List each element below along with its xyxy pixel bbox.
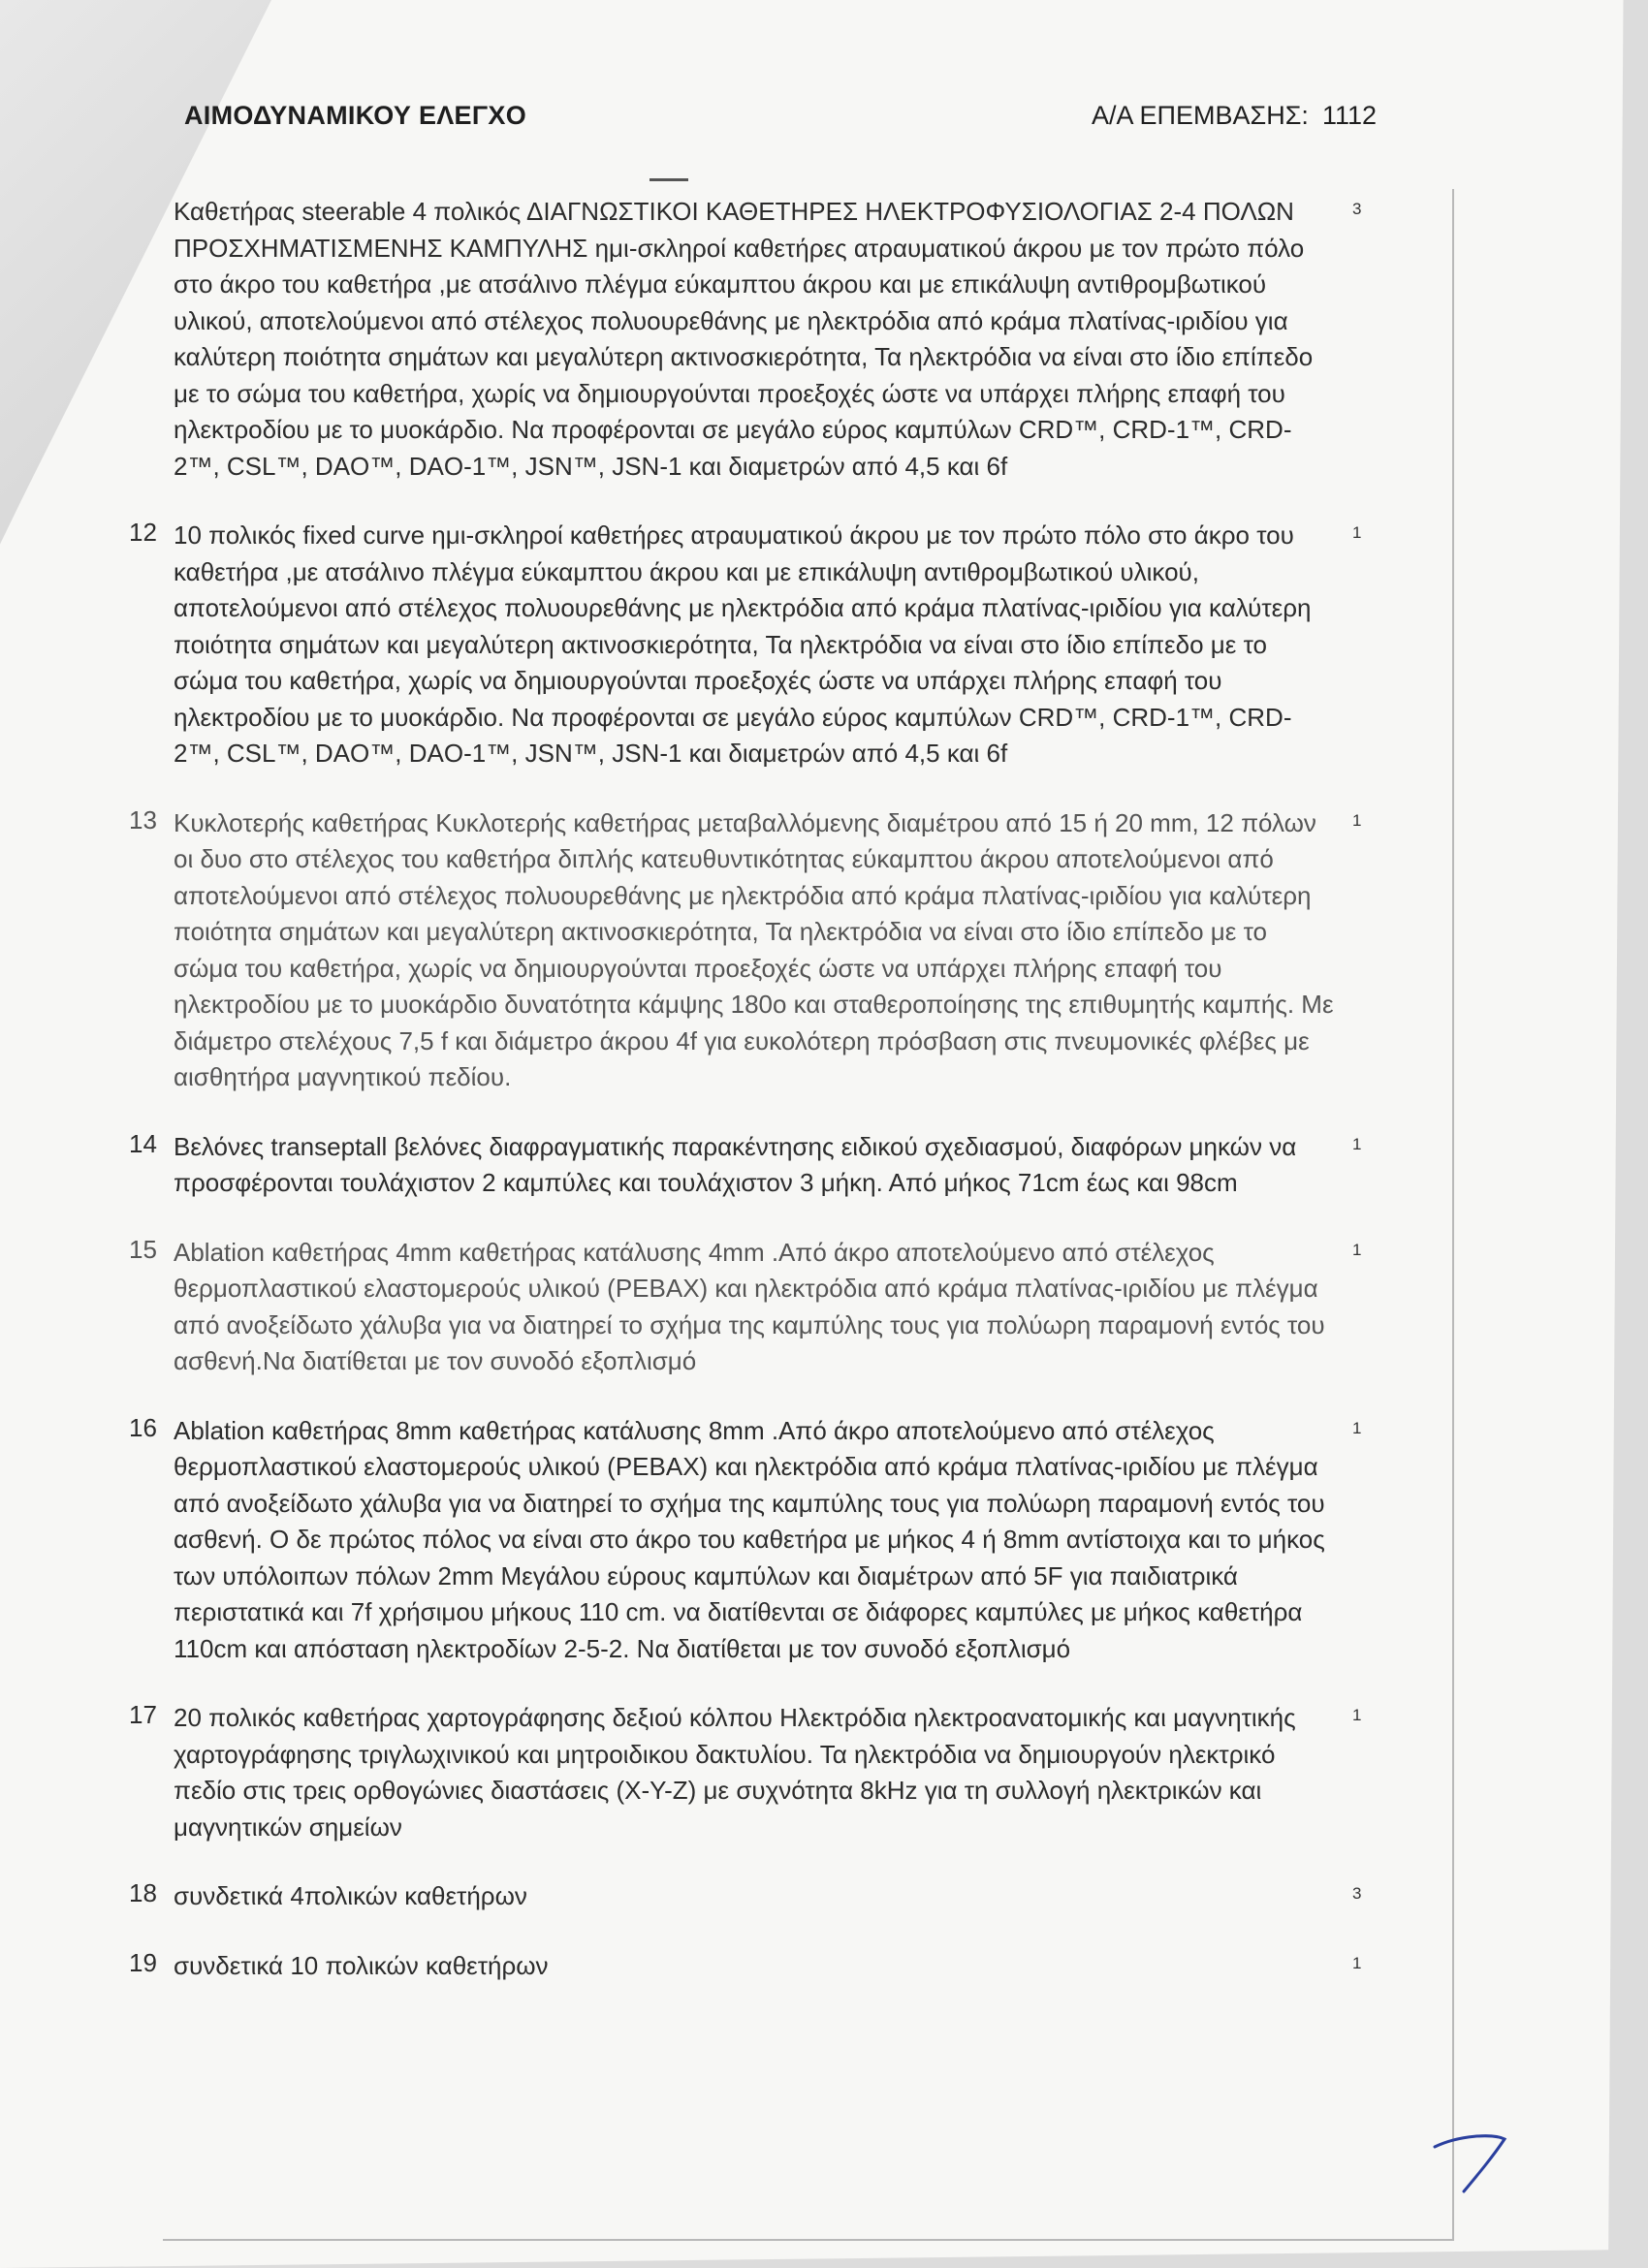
item-quantity: 1 <box>1352 1706 1362 1724</box>
item-quantity: 1 <box>1352 1134 1362 1153</box>
item-number: 19 <box>129 1947 157 1977</box>
item-quantity: 1 <box>1352 1240 1362 1259</box>
item-description: 10 πολικός fixed curve ημι-σκληροί καθετήρες ατραυματικού άκρου με τον πρώτο πόλο στο άκρο του καθετήρα ,με ατσάλινο πλέγμα εύκαμπτου άκρου και με επικάλυψη αντιθρομβωτικού υλικού, αποτελούμενοι από στέλεχος πολυουρεθάνης με ηλεκτρόδια από κράμα πλατίνας-ιριδίου για καλύτερη ποιότητα σημάτων και μεγαλύτερη ακτινοσκιερότητα, Τα ηλεκτρόδια να είναι στο ίδιο επίπεδο με το σώμα του καθετήρα, χωρίς να δημιουργούνται προεξοχές ώστε να υπάρχει πλήρης επαφή του ηλεκτροδίου με το μυοκάρδιο. Να προφέρονται σε μεγάλο εύρος καμπύλων CRD™, CRD-1™, CRD-2™, CSL™, DAO™, DAO-1™, JSN™, JSN-1 και διαμετρών από 4,5 και 6f <box>174 520 1312 768</box>
item-quantity: 1 <box>1352 1953 1362 1972</box>
header-mark <box>650 178 688 181</box>
item-number: 18 <box>129 1878 157 1907</box>
pen-mark-icon <box>1425 2127 1512 2195</box>
item-number: 15 <box>129 1234 157 1264</box>
procedure-number-label: Α/Α ΕΠΕΜΒΑΣΗΣ: <box>1092 101 1309 130</box>
list-item <box>121 518 1381 772</box>
page-header <box>184 101 1377 140</box>
list-item <box>121 1235 1381 1380</box>
list-item <box>121 194 1381 485</box>
item-quantity: 1 <box>1352 1418 1362 1437</box>
item-number: 17 <box>129 1700 157 1729</box>
item-quantity: 1 <box>1352 523 1362 542</box>
item-description: συνδετικά 10 πολικών καθετήρων <box>174 1950 549 1980</box>
item-description: Κυκλοτερής καθετήρας Κυκλοτερής καθετήρας μεταβαλλόμενης διαμέτρου από 15 ή 20 mm, 12 πόλων οι δυο στο στέλεχος του καθετήρα διπλής κατευθυντικότητας εύκαμπτου άκρου αποτελούμενοι από αποτελούμενοι από στέλεχος πολυουρεθάνης με ηλεκτρόδια από κράμα πλατίνας-ιριδίου για καλύτερη ποιότητα σημάτων και μεγαλύτερη ακτινοσκιερότητα, Τα ηλεκτρόδια να είναι στο ίδιο επίπεδο με το σώμα του καθετήρα, χωρίς να δημιουργούνται προεξοχές ώστε να υπάρχει πλήρης επαφή του ηλεκτροδίου με το μυοκάρδιο δυνατότητα κάμψης 180ο και σταθεροποίησης της επιθυμητής καμπής. Με διάμετρο στελέχους 7,5 f και διάμετρο άκρου 4f για ευκολότερη πρόσβαση στις πνευμονικές φλέβες με αισθητήρα μαγνητικού πεδίου. <box>174 807 1334 1091</box>
list-item <box>121 1129 1381 1202</box>
procedure-number <box>1092 101 1377 131</box>
item-description: Ablation καθετήρας 4mm καθετήρας κατάλυσης 4mm .Από άκρο αποτελούμενο από στέλεχος θερμοπλαστικού ελαστομερούς υλικού (PEBAX) και ηλεκτρόδια από κράμα πλατίνας-ιριδίου με πλέγμα από ανοξείδωτο χάλυβα για να διατηρεί το σχήμα της καμπύλης τους για πολύωρη παραμονή εντός του ασθενή.Να διατίθεται με τον συνοδό εξοπλισμό <box>174 1237 1325 1375</box>
item-number: 14 <box>129 1128 157 1158</box>
list-item <box>121 1948 1381 1985</box>
procedure-number-value: 1112 <box>1321 101 1377 130</box>
list-item <box>121 1700 1381 1845</box>
item-number: 16 <box>129 1412 157 1442</box>
item-quantity: 3 <box>1352 200 1362 218</box>
item-quantity: 3 <box>1352 1884 1362 1903</box>
list-item <box>121 1413 1381 1668</box>
item-description: Καθετήρας steerable 4 πολικός ΔΙΑΓΝΩΣΤΙΚΟΙ ΚΑΘΕΤΗΡΕΣ ΗΛΕΚΤΡΟΦΥΣΙΟΛΟΓΙΑΣ 2-4 ΠΟΛΩΝ ΠΡΟΣΧΗΜΑΤΙΣΜΕΝΗΣ ΚΑΜΠΥΛΗΣ ημι-σκληροί καθετήρες ατραυματικού άκρου με τον πρώτο πόλο στο άκρο του καθετήρα ,με ατσάλινο πλέγμα εύκαμπτου άκρου και με επικάλυψη αντιθρομβωτικού υλικού, αποτελούμενοι από στέλεχος πολυουρεθάνης με ηλεκτρόδια από κράμα πλατίνας-ιριδίου για καλύτερη ποιότητα σημάτων και μεγαλύτερη ακτινοσκιερότητα, Τα ηλεκτρόδια να είναι στο ίδιο επίπεδο με το σώμα του καθετήρα, χωρίς να δημιουργούνται προεξοχές ώστε να υπάρχει πλήρης επαφή του ηλεκτροδίου με το μυοκάρδιο. Να προφέρονται σε μεγάλο εύρος καμπύλων CRD™, CRD-1™, CRD-2™, CSL™, DAO™, DAO-1™, JSN™, JSN-1 και διαμετρών από 4,5 και 6f <box>174 197 1314 481</box>
item-description: 20 πολικός καθετήρας χαρτογράφησης δεξιού κόλπου Ηλεκτρόδια ηλεκτροανατομικής και μαγνητικής χαρτογράφησης τριγλωχινικού και μητροιδικου δακτυλίου. Τα ηλεκτρόδια να δημιουργούν ηλεκτρικό πεδίο στις τρεις ορθογώνιες διαστάσεις (X-Y-Z) με συχνότητα 8kHz για τη συλλογή ηλεκτρικών και μαγνητικών σημείων <box>174 1703 1296 1842</box>
items-list <box>121 194 1381 2017</box>
item-number: 12 <box>129 518 157 547</box>
item-quantity: 1 <box>1352 810 1362 830</box>
item-description: συνδετικά 4πολικών καθετήρων <box>174 1881 527 1910</box>
item-description: Βελόνες transeptall βελόνες διαφραγματικής παρακέντησης ειδικού σχεδιασμού, διαφόρων μηκών να προσφέρονται τουλάχιστον 2 καμπύλες και τουλάχιστον 3 μήκη. Από μήκος 71cm έως και 98cm <box>174 1131 1297 1197</box>
item-description: Ablation καθετήρας 8mm καθετήρας κατάλυσης 8mm .Από άκρο αποτελούμενο από στέλεχος θερμοπλαστικού ελαστομερούς υλικού (PEBAX) και ηλεκτρόδια από κράμα πλατίνας-ιριδίου με πλέγμα από ανοξείδωτο χάλυβα για να διατηρεί το σχήμα της καμπύλης τους για πολύωρη παραμονή εντός του ασθενή. Ο δε πρώτος πόλος να είναι στο άκρο του καθετήρα με μήκος 4 ή 8mm αντίστοιχα και το μήκος των υπόλοιπων πόλων 2mm Μεγάλου εύρους καμπύλων και διαμέτρων από 5F για παιδιατρικά περιστατικά και 7f χρήσιμου μήκους 110 cm. να διατίθενται σε διάφορες καμπύλες με μήκος καθετήρα 110cm και απόσταση ηλεκτροδίων 2-5-2. Να διατίθεται με τον συνοδό εξοπλισμό <box>174 1415 1325 1663</box>
item-number: 13 <box>129 804 157 835</box>
header-title: ΑΙΜΟΔΥΝΑΜΙΚΟΥ ΕΛΕΓΧΟ <box>184 101 527 130</box>
list-item <box>121 1878 1381 1915</box>
list-item <box>121 805 1381 1096</box>
